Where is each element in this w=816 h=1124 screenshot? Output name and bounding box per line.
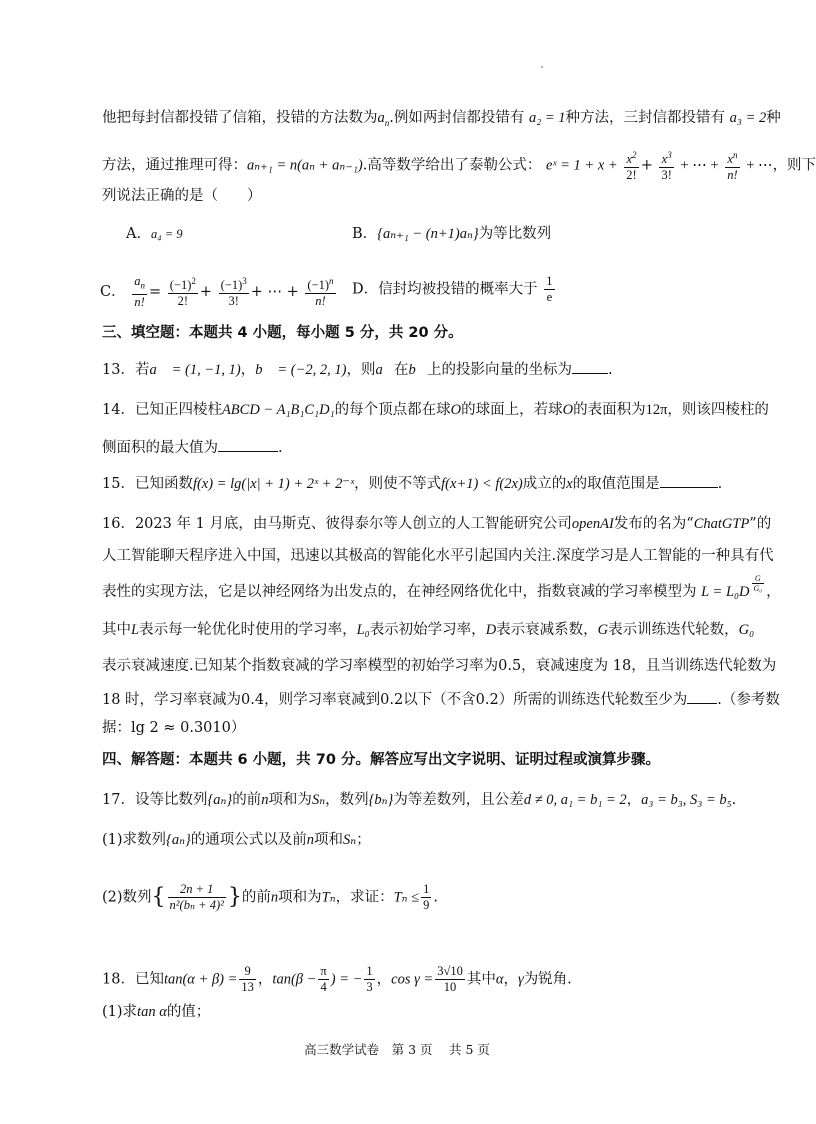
q14-line1: 14．已知正四棱柱ABCD − A₁B₁C₁D₁的每个顶点都在球O的球面上，若球O的表面积为12π，则该四棱柱的 — [102, 402, 769, 418]
q16-line5: 表示衰减速度.已知某个指数衰减的学习率模型的初始学习率为0.5，衰减速度为 18，且当训练迭代轮数为 — [102, 658, 777, 674]
q14-line2: 侧面积的最大值为 . — [102, 440, 283, 456]
q12-line3: 列说法正确的是（ ） — [102, 188, 262, 204]
section-3-heading: 三、填空题：本题共 4 小题，每小题 5 分，共 20 分。 — [102, 325, 463, 341]
q13: 13．若a⃗ = (1, −1, 1)，b⃗ = (−2, 2, 1)，则a⃗在b⃗上的投影向量的坐标为 . — [102, 362, 613, 378]
q18-part1: (1)求tan α的值； — [102, 1004, 211, 1020]
q16-line6: 18 时，学习率衰减为0.4，则学习率衰减到0.2以下（不含0.2）所需的训练迭代轮数至少为 .（参考数 — [102, 692, 780, 708]
q14-answer-blank[interactable] — [218, 439, 278, 452]
q16-line2: 人工智能聊天程序进入中国，迅速以其极高的智能化水平引起国内关注.深度学习是人工智能的一种具有代 — [102, 548, 774, 564]
q15: 15．已知函数f(x) = lg(|x| + 1) + 2ˣ + 2⁻ˣ，则使不等式f(x+1) < f(2x)成立的x的取值范围是 . — [102, 476, 723, 492]
q13-answer-blank[interactable] — [572, 361, 608, 374]
q16-line3: 表性的实现方法，它是以神经网络为出发点的，在神经网络优化中，指数衰减的学习率模型为 L = L₀D $\frac{G}{\text{G₀}}$ ， — [102, 574, 781, 600]
q12-option-b: B．{aₙ₊₁ − (n+1)aₙ}为等比数列 — [352, 226, 552, 242]
q16-answer-blank[interactable] — [687, 691, 717, 704]
q17-part1: (1)求数列{aₙ}的通项公式以及前n项和Sₙ； — [102, 832, 371, 848]
q16-line7: 据：lg 2 ≈ 0.3010） — [102, 720, 246, 736]
q12-option-d: D．信封均被投错的概率大于 $\frac{1}{e}$ — [352, 274, 553, 304]
q17-stem: 17．设等比数列{aₙ}的前n项和为Sₙ，数列{bₙ}为等差数列，且公差d ≠ 0, a₁ = b₁ = 2，a₃ = b₃, S₃ = b₅. — [102, 792, 737, 808]
q12-option-c: C． $\frac{a_n}{n!}$ = $\frac{(-1)^2}{2!}$ + $\frac{(-1)^3}{3!}$ + ⋯ + $\frac{(-1)^n}{n!}$ — [100, 274, 334, 309]
q12-line2: 方法，通过推理可得：aₙ₊₁ = n(aₙ + aₙ₋₁).高等数学给出了泰勒公式： eˣ = 1 + x + $\frac{x^2}{2!}$ + $\frac{x^3}{3!}$ + ⋯ + $\frac{x^n}{n!}$ + ⋯，则下 — [102, 150, 816, 183]
q15-answer-blank[interactable] — [660, 475, 718, 488]
page-footer: 高三数学试卷 第 3 页 共 5 页 — [304, 1042, 490, 1057]
scan-speck — [541, 66, 543, 68]
q12-line1: 他把每封信都投错了信箱，投错的方法数为$a_n$.例如两封信都投错有 a₂ = 1种方法，三封信都投错有 a₃ = 2种 — [102, 110, 781, 128]
q16-line4: 其中L表示每一轮优化时使用的学习率，L₀表示初始学习率，D表示衰减系数，G表示训练迭代轮数，G₀ — [102, 622, 755, 638]
q12-option-a: A．a₄ = 9 — [126, 226, 183, 242]
q16-line1: 16．2023 年 1 月底，由马斯克、彼得泰尔等人创立的人工智能研究公司openAI发布的名为“ChatGTP”的 — [102, 516, 772, 532]
section-4-heading: 四、解答题：本题共 6 小题，共 70 分。解答应写出文字说明、证明过程或演算步骤。 — [102, 752, 660, 768]
q18-stem: 18．已知tan(α + β) = $\frac{9}{13}$ ，tan(β − $\frac{\pi}{4}$ ) = − $\frac{1}{3}$ ，cos γ = $\frac{3√10}{10}$ 其中α，γ为锐角. — [102, 964, 572, 994]
q17-part2: (2)数列{ $\frac{2n + 1}{\text{n²(bₙ + 4)²}}$ }的前n项和为Tₙ，求证：Tₙ ≤ $\frac{1}{9}$ . — [102, 882, 438, 912]
